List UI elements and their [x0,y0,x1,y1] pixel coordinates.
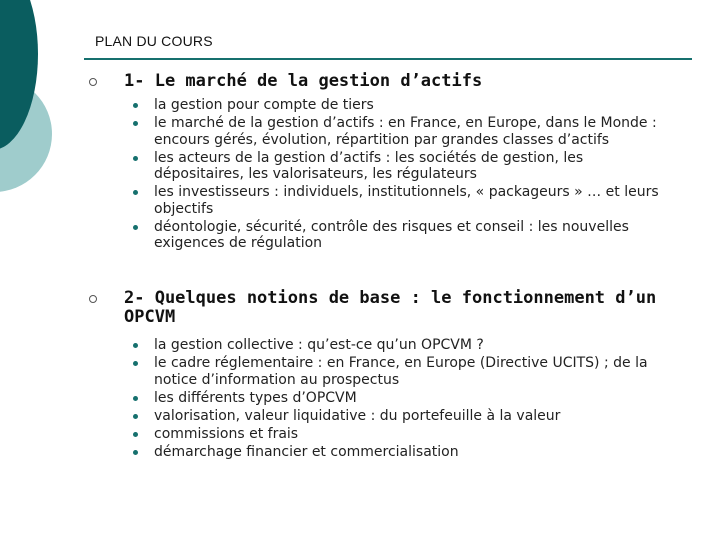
dot-bullet-icon [133,225,138,230]
list-item-text: les différents types d’OPCVM [154,389,357,406]
list-item [84,97,684,114]
sub-bullet-list [84,97,684,252]
section-heading [84,289,684,327]
slide-title: PLAN DU COURS [95,33,213,49]
list-item-text: les acteurs de la gestion d’actifs : les sociétés de gestion, les dépositaires, les valorisateurs, les régulateurs [154,149,584,182]
dot-bullet-icon [133,414,138,419]
section-heading [84,72,684,91]
list-item [84,337,684,354]
list-item [84,408,684,425]
section-heading-text: 2- Quelques notions de base : le fonctionnement d’un OPCVM [124,288,657,327]
hollow-circle-bullet-icon [89,78,97,86]
list-item [84,150,684,183]
list-item-text: les investisseurs : individuels, institutionnels, « packageurs » … et leurs objectifs [154,184,659,217]
section-2 [84,289,684,462]
section-1 [84,72,684,253]
dot-bullet-icon [133,156,138,161]
list-item-text: le marché de la gestion d’actifs : en France, en Europe, dans le Monde : encours gérés, évolution, répartition par grandes classes d’actifs [154,115,657,148]
list-item [84,426,684,443]
dot-bullet-icon [133,121,138,126]
dot-bullet-icon [133,450,138,455]
list-item-text: déontologie, sécurité, contrôle des risques et conseil : les nouvelles exigences de régulation [154,218,629,251]
list-item [84,115,684,148]
list-item-text: la gestion pour compte de tiers [154,97,374,113]
list-item-text: commissions et frais [154,425,299,442]
list-item [84,390,684,407]
dot-bullet-icon [133,361,138,366]
list-item-text: valorisation, valeur liquidative : du portefeuille à la valeur [154,407,561,424]
hollow-circle-bullet-icon [89,295,97,303]
list-item [84,444,684,461]
list-item [84,355,684,388]
list-item [84,184,684,217]
dot-bullet-icon [133,432,138,437]
list-item-text: la gestion collective : qu’est-ce qu’un OPCVM ? [154,337,484,353]
dot-bullet-icon [133,103,138,108]
list-item-text: le cadre réglementaire : en France, en Europe (Directive UCITS) ; de la notice d’information au prospectus [154,355,648,388]
sub-bullet-list [84,337,684,460]
list-item [84,219,684,252]
section-heading-text: 1- Le marché de la gestion d’actifs [124,71,483,91]
dot-bullet-icon [133,190,138,195]
dot-bullet-icon [133,343,138,348]
dot-bullet-icon [133,396,138,401]
list-item-text: démarchage financier et commercialisation [154,443,459,460]
title-divider [84,58,692,60]
